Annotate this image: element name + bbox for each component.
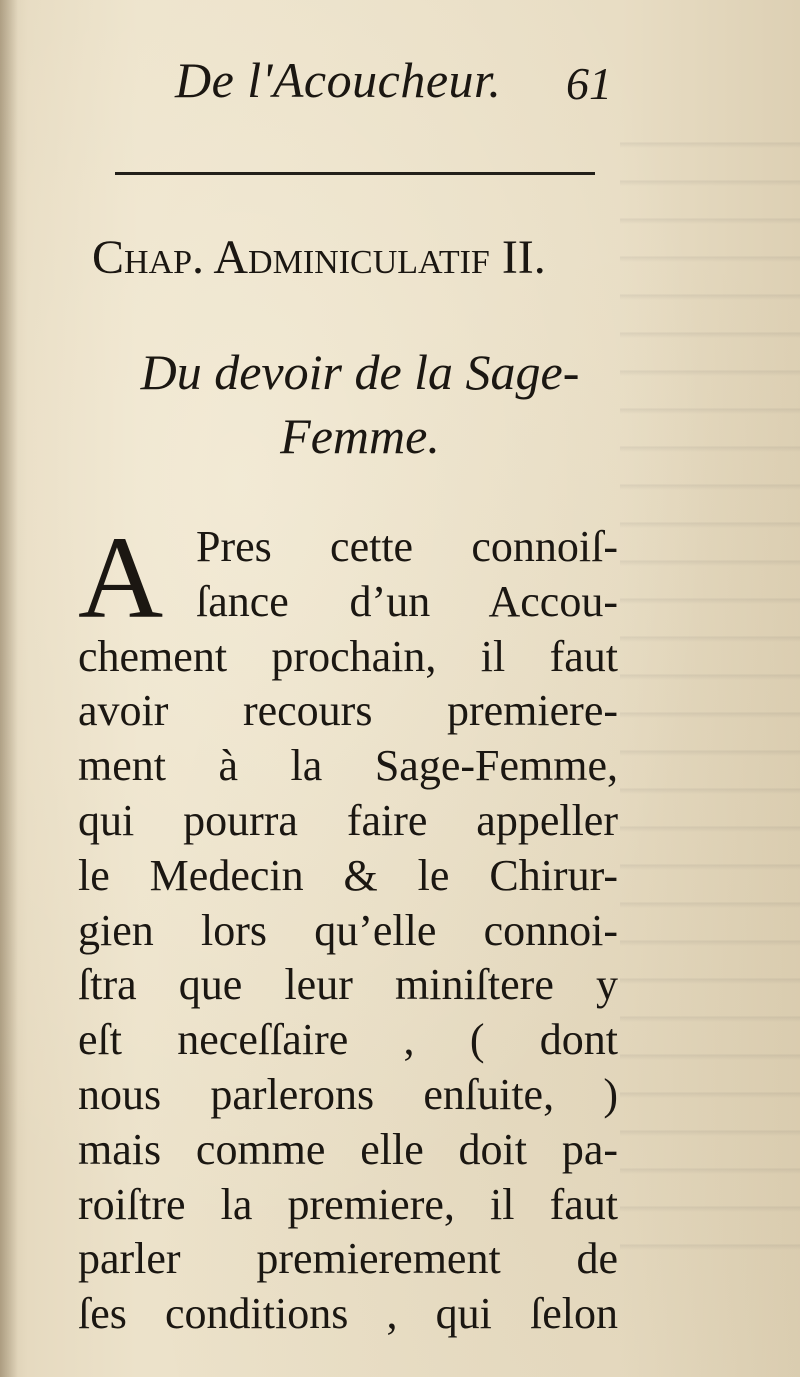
body-line: ment à la Sage-Femme, xyxy=(78,741,618,791)
body-line: roiſtre la premiere, il faut xyxy=(78,1179,618,1229)
running-title: De l'Acoucheur. xyxy=(175,52,502,108)
body-line: ſtra que leur miniſtere y xyxy=(78,960,618,1010)
body-line: parler premierement de xyxy=(78,1234,618,1284)
body-line: mais comme elle doit pa- xyxy=(78,1124,618,1174)
page-number: 61 xyxy=(566,58,612,109)
body-line: chement prochain, il faut xyxy=(78,631,618,681)
body-line: ſance d’un Accou- xyxy=(196,576,618,626)
body-line: eſt neceſſaire , ( dont xyxy=(78,1015,618,1065)
chapter-heading: Chap. Adminiculatif II. xyxy=(92,231,546,284)
body-line: Pres cette connoiſ- xyxy=(196,522,618,571)
section-title-line: Du devoir de la Sage- xyxy=(140,344,580,400)
header-rule xyxy=(115,172,595,175)
body-line: qui pourra faire appeller xyxy=(78,795,618,845)
running-head xyxy=(0,48,800,118)
body-line: gien lors qu’elle connoi- xyxy=(78,905,618,955)
body-line: nous parlerons enſuite, ) xyxy=(78,1069,618,1119)
drop-cap: A xyxy=(78,512,164,643)
section-title-line: Femme. xyxy=(280,408,440,464)
body-line: le Medecin & le Chirur- xyxy=(78,850,618,900)
body-line: avoir recours premiere- xyxy=(78,686,618,736)
body-text xyxy=(78,512,618,1342)
body-line: ſes conditions , qui ſelon xyxy=(78,1289,618,1339)
gutter-shadow xyxy=(0,0,18,1377)
section-title xyxy=(80,340,640,468)
